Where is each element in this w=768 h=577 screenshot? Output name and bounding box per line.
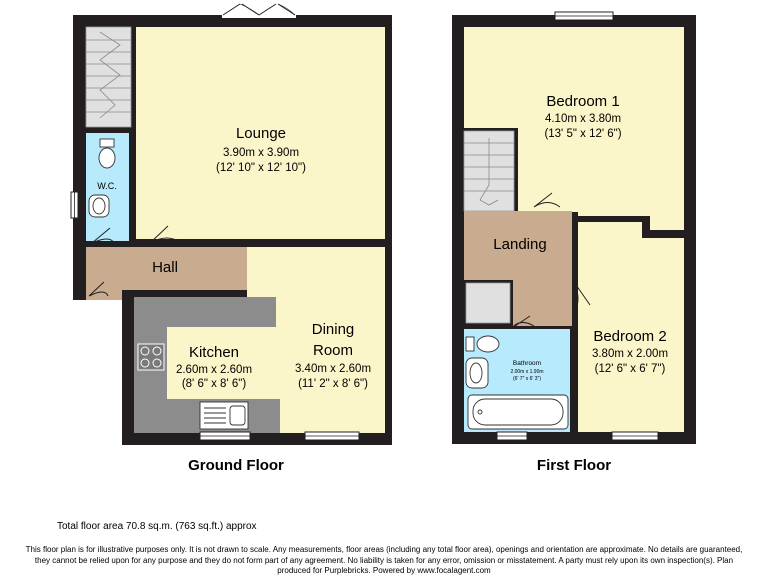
dining-metric: 3.40m x 2.60m bbox=[294, 363, 372, 375]
dining-label-line2: Room bbox=[312, 342, 354, 359]
wc-basin-icon bbox=[89, 195, 109, 217]
lounge-metric: 3.90m x 3.90m bbox=[222, 147, 300, 159]
bathroom-label: Bathroom bbox=[512, 360, 542, 367]
wc-toilet-icon bbox=[99, 139, 115, 168]
dining-label-line1: Dining bbox=[311, 321, 355, 338]
french-door-icon bbox=[222, 4, 296, 18]
lounge-label: Lounge bbox=[235, 125, 287, 142]
bath-icon bbox=[468, 395, 568, 429]
landing-label: Landing bbox=[493, 236, 547, 253]
bathroom-toilet-icon bbox=[466, 336, 499, 352]
first-floor-plan bbox=[452, 12, 696, 474]
cupboard bbox=[466, 283, 510, 323]
kitchen-imperial: (8' 6" x 8' 6") bbox=[181, 378, 247, 390]
bedroom1-imperial: (13' 5" x 12' 6") bbox=[544, 128, 622, 140]
bedroom2-label: Bedroom 2 bbox=[593, 328, 667, 345]
hall-label: Hall bbox=[152, 259, 178, 276]
wc-label: W.C. bbox=[97, 181, 117, 191]
ground-floor-plan bbox=[71, 4, 392, 474]
bathroom-metric: 2.00m x 1.90m bbox=[510, 369, 544, 375]
disclaimer: This floor plan is for illustrative purposes only. It is not drawn to scale. Any measurements, floor areas (including any total floor area), openings and orientation are approximate. No details are guaranteed, they cannot be relied upon for any purpose and they do not form part of any agreement. No liability is taken for any error, omission or misstatement. A party must rely upon its own inspection(s). Plan produced for Purplebricks. Powered by www.focalagent.com bbox=[25, 545, 743, 575]
sink-icon bbox=[200, 402, 248, 429]
bathroom-imperial: (6' 7" x 6' 3") bbox=[513, 376, 541, 382]
hob-icon bbox=[138, 344, 164, 370]
total-floor-area: Total floor area 70.8 sq.m. (763 sq.ft.) approx bbox=[57, 521, 257, 532]
dining-imperial: (11' 2" x 8' 6") bbox=[298, 378, 368, 390]
first-floor-title: First Floor bbox=[536, 457, 612, 474]
kitchen-metric: 2.60m x 2.60m bbox=[175, 364, 253, 376]
lounge-imperial: (12' 10" x 12' 10") bbox=[216, 162, 306, 174]
bedroom2-imperial: (12' 6" x 6' 7") bbox=[594, 363, 666, 375]
bedroom2-metric: 3.80m x 2.00m bbox=[591, 348, 669, 360]
bedroom2-floor bbox=[578, 222, 684, 432]
bedroom1-label: Bedroom 1 bbox=[546, 93, 620, 110]
kitchen-label: Kitchen bbox=[188, 344, 240, 361]
ground-floor-title: Ground Floor bbox=[188, 457, 284, 474]
bathroom-basin-icon bbox=[466, 358, 488, 388]
bedroom1-metric: 4.10m x 3.80m bbox=[544, 113, 622, 125]
